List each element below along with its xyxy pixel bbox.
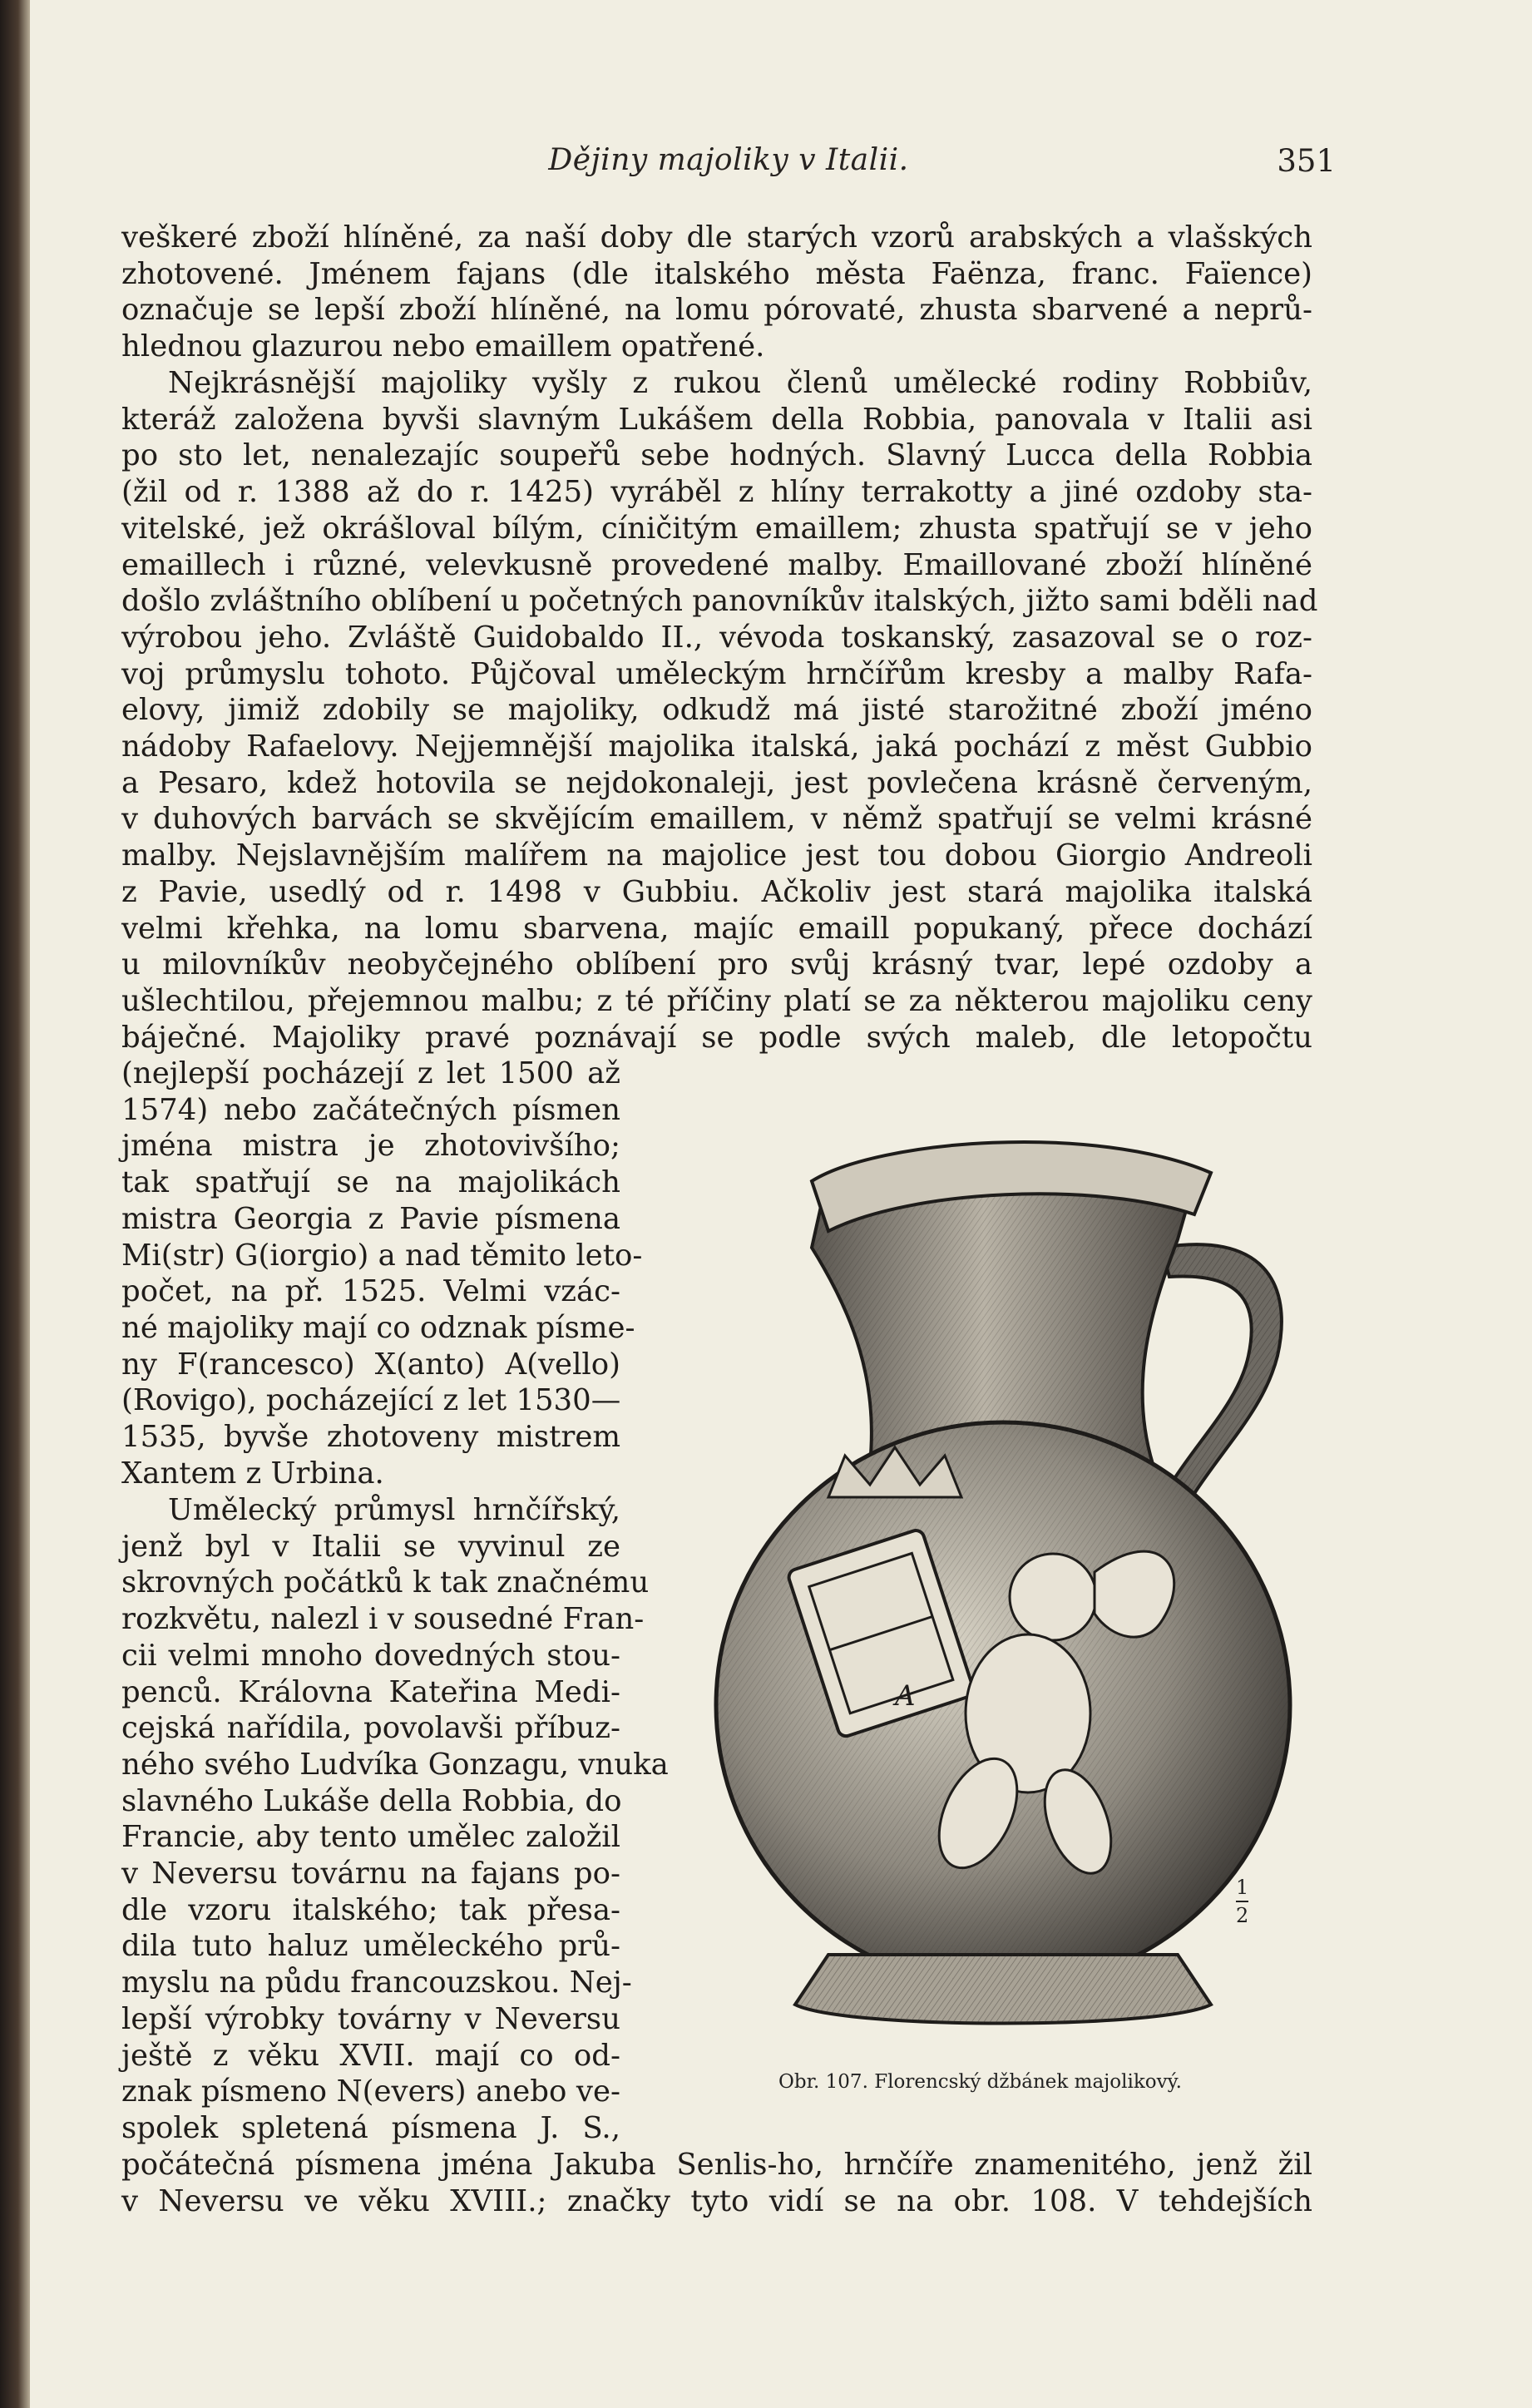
text-line: skrovných počátků k tak značnému (121, 1565, 650, 1600)
running-title: Dějiny majoliky v Italii. (548, 143, 909, 177)
text-line: ještě z věku XVII. mají co od- (121, 2038, 620, 2073)
text-line: vitelské, jež okrášloval bílým, cíničitým emaillem; zhusta spatřují se v jeho (121, 511, 1312, 546)
scale-mark (1236, 1876, 1248, 1927)
text-line: Umělecký průmysl hrnčířský, (168, 1493, 620, 1527)
text-line: (žil od r. 1388 až do r. 1425) vyráběl z hlíny terrakotty a jiné ozdoby sta- (121, 475, 1312, 510)
text-line: označuje se lepší zboží hlíněné, na lomu pórovaté, zhusta sbarvené a neprů- (121, 293, 1312, 328)
text-line: penců. Královna Kateřina Medi- (121, 1674, 620, 1709)
text-line: elovy, jimiž zdobily se majoliky, odkudž má jisté starožitné zboží jméno (121, 693, 1312, 728)
text-line: mistra Georgia z Pavie písmena (121, 1201, 620, 1236)
text-line: 1535, byvše zhotoveny mistrem (121, 1420, 620, 1455)
text-line: kteráž založena byvši slavným Lukášem della Robbia, panovala v Italii asi (121, 402, 1312, 437)
text-line: počátečná písmena jména Jakuba Senlis-ho, hrnčíře znamenitého, jenž žil (121, 2148, 1312, 2182)
text-line: báječné. Majoliky pravé poznávají se podle svých maleb, dle letopočtu (121, 1020, 1312, 1055)
paragraph-3 (121, 1492, 669, 2147)
text-line: ného svého Ludvíka Gonzagu, vnuka (121, 1747, 669, 1782)
text-line: (nejlepší pocházejí z let 1500 až (121, 1056, 620, 1090)
text-line: dila tuto haluz uměleckého prů- (121, 1929, 620, 1964)
text-line: hlednou glazurou nebo emaillem opatřené. (121, 329, 765, 364)
text-line: v duhových barvách se skvějícím emaillem, v němž spatřují se velmi krásné (121, 802, 1312, 837)
text-line: cii velmi mnoho dovedných stou- (121, 1638, 620, 1673)
text-line: výrobou jeho. Zvláště Guidobaldo II., vévoda toskanský, zasazoval se o roz- (121, 620, 1312, 655)
paragraph-1 (121, 220, 1312, 365)
text-line: malby. Nejslavnějším malířem na majolice jest tou dobou Giorgio Andreoli (121, 838, 1312, 873)
text-line: nádoby Rafaelovy. Nejjemnější majolika italská, jaká pochází z měst Gubbio (121, 729, 1312, 764)
text-line: došlo zvláštního oblíbení u početných panovníkův italských, jižto sami bděli nad (121, 584, 1318, 619)
text-line: po sto let, nenalezajíc soupeřů sebe hodných. Slavný Lucca della Robbia (121, 438, 1312, 473)
figure-caption: Obr. 107. Florencský džbánek majolikový. (778, 2071, 1182, 2093)
text-line: ušlechtilou, přejemnou malbu; z té příčiny platí se za některou majoliku ceny (121, 983, 1312, 1018)
book-page (30, 0, 1532, 2408)
text-line: v Neversu ve věku XVIII.; značky tyto vidí se na obr. 108. V tehdejších (121, 2183, 1312, 2218)
text-line: u milovníkův neobyčejného oblíbení pro svůj krásný tvar, lepé ozdoby a (121, 947, 1312, 982)
paragraph-2-continued (121, 1056, 643, 1491)
text-line: 1574) nebo začátečných písmen (121, 1092, 620, 1127)
text-line: v Neversu továrnu na fajans po- (121, 1857, 620, 1891)
text-line: jenž byl v Italii se vyvinul ze (121, 1529, 620, 1564)
paragraph-3-continued (121, 2147, 1312, 2219)
text-line: Mi(str) G(iorgio) a nad těmito leto- (121, 1238, 643, 1273)
text-line: rozkvětu, nalezl i v sousedné Fran- (121, 1602, 645, 1637)
text-line: a Pesaro, kdež hotovila se nejdokonaleji, jest povlečena krásně červeným, (121, 765, 1312, 800)
text-line: Francie, aby tento umělec založil (121, 1820, 620, 1855)
text-line: veškeré zboží hlíněné, za naší doby dle starých vzorů arabských a vlašských (121, 220, 1312, 255)
text-line: velmi křehka, na lomu sbarvena, majíc emaill popukaný, přece dochází (121, 911, 1312, 946)
scale-numerator: 1 (1236, 1876, 1249, 1899)
book-gutter (0, 0, 30, 2408)
medallion-letter: A (895, 1679, 916, 1713)
text-line: cejská nařídila, povolavši příbuz- (121, 1711, 620, 1746)
text-line: voj průmyslu tohoto. Půjčoval uměleckým hrnčířům kresby a malby Rafa- (121, 656, 1312, 691)
text-line: myslu na půdu francouzskou. Nej- (121, 1965, 632, 2000)
text-line: z Pavie, usedlý od r. 1498 v Gubbiu. Ačkoliv jest stará majolika italská (121, 874, 1312, 909)
text-line: slavného Lukáše della Robbia, do (121, 1783, 622, 1818)
text-line: Nejkrásnější majoliky vyšly z rukou členů umělecké rodiny Robbiův, (168, 366, 1312, 400)
scale-denominator: 2 (1236, 1904, 1249, 1927)
page-number: 351 (1277, 143, 1336, 179)
page-header (121, 143, 1336, 185)
text-line: jména mistra je zhotovivšího; (121, 1129, 620, 1164)
text-line: počet, na př. 1525. Velmi vzác- (121, 1274, 620, 1309)
text-line: zhotovené. Jménem fajans (dle italského města Faënza, franc. Faïence) (121, 256, 1312, 291)
paragraph-2 (121, 365, 1318, 1056)
text-line: ny F(rancesco) X(anto) A(vello) (121, 1347, 620, 1382)
text-line: dle vzoru italského; tak přesa- (121, 1892, 620, 1927)
text-line: (Rovigo), pocházející z let 1530— (121, 1383, 621, 1418)
text-line: Xantem z Urbina. (121, 1456, 384, 1491)
text-line: né majoliky mají co odznak písme- (121, 1310, 635, 1345)
scale-fraction-bar (1236, 1901, 1248, 1902)
text-line: emaillech i různé, velevkusně provedené malby. Emaillované zboží hlíněné (121, 547, 1312, 582)
text-line: lepší výrobky továrny v Neversu (121, 2001, 620, 2036)
text-line: znak písmeno N(evers) anebo ve- (121, 2074, 620, 2109)
text-line: tak spatřují se na majolikách (121, 1165, 620, 1200)
text-line: spolek spletená písmena J. S., (121, 2110, 620, 2145)
